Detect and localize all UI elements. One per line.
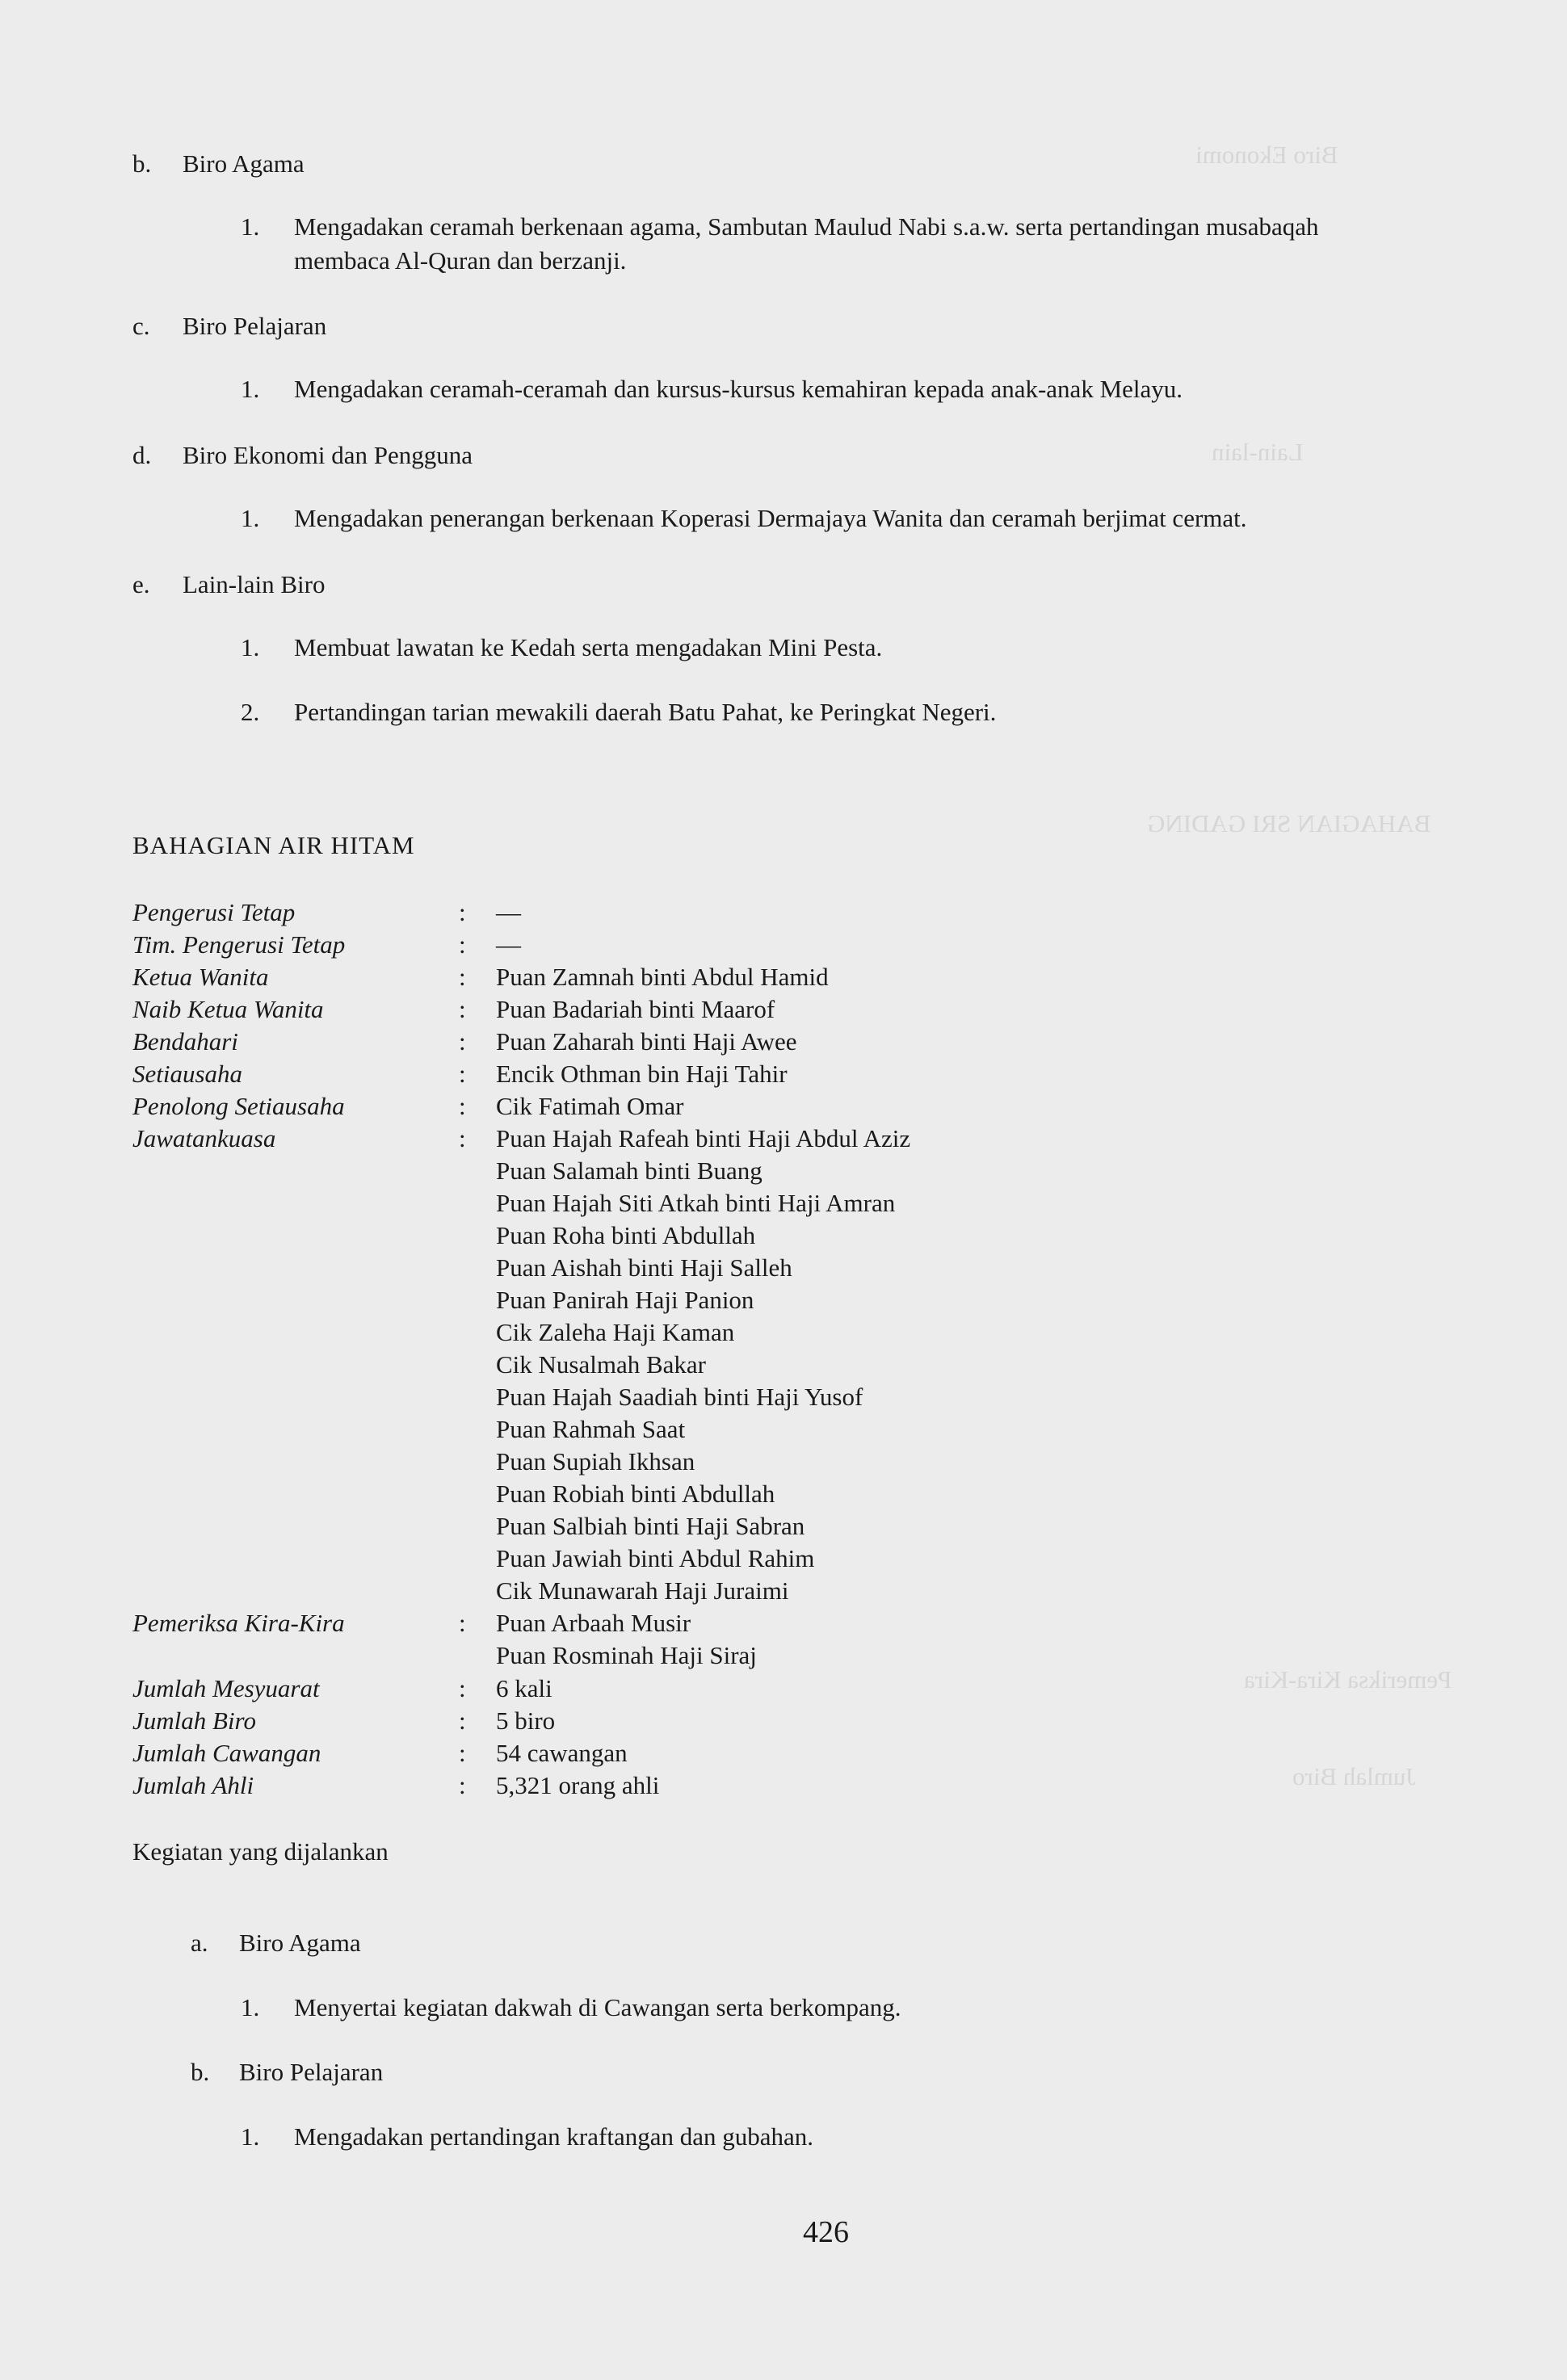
- committee-member: Puan Panirah Haji Panion: [496, 1286, 754, 1314]
- section-c-item-1-num: 1.: [241, 375, 260, 403]
- committee-member: Puan Aishah binti Haji Salleh: [496, 1253, 792, 1282]
- section-e-title: Lain-lain Biro: [183, 570, 326, 598]
- officer-label: Setiausaha: [132, 1060, 243, 1088]
- stat-value: 54 cawangan: [496, 1739, 628, 1767]
- officer-value: Puan Zamnah binti Abdul Hamid: [496, 963, 829, 991]
- stat-colon: :: [459, 1706, 466, 1735]
- officer-label: Penolong Setiausaha: [132, 1092, 345, 1120]
- officer-label: Tim. Pengerusi Tetap: [132, 930, 346, 959]
- officer-colon: :: [459, 898, 466, 926]
- stat-colon: :: [459, 1739, 466, 1767]
- activity-b-item-1-text: Mengadakan pertandingan kraftangan dan gubahan.: [294, 2122, 813, 2151]
- section-b-letter: b.: [132, 149, 152, 178]
- section-e-item-1-num: 1.: [241, 633, 260, 661]
- stat-colon: :: [459, 1674, 466, 1702]
- committee-member: Puan Salamah binti Buang: [496, 1156, 762, 1185]
- officer-colon: :: [459, 1092, 466, 1120]
- section-d-item-1-text: Mengadakan penerangan berkenaan Koperasi Dermajaya Wanita dan ceramah berjimat cermat.: [294, 504, 1247, 532]
- auditor-label: Pemeriksa Kira-Kira: [132, 1609, 345, 1637]
- committee-member: Puan Hajah Saadiah binti Haji Yusof: [496, 1383, 863, 1411]
- section-c-title: Biro Pelajaran: [183, 312, 327, 340]
- activity-a-title: Biro Agama: [239, 1929, 361, 1957]
- officer-label: Naib Ketua Wanita: [132, 995, 324, 1023]
- activity-a-letter: a.: [191, 1929, 208, 1957]
- section-b-title: Biro Agama: [183, 149, 305, 178]
- activity-b-item-1-num: 1.: [241, 2122, 260, 2151]
- officer-value: Cik Fatimah Omar: [496, 1092, 684, 1120]
- officer-value: Encik Othman bin Haji Tahir: [496, 1060, 788, 1088]
- activity-b-letter: b.: [191, 2058, 210, 2086]
- officer-value: —: [496, 898, 521, 926]
- section-c-item-1-text: Mengadakan ceramah-ceramah dan kursus-kursus kemahiran kepada anak-anak Melayu.: [294, 375, 1183, 403]
- auditor-name: Puan Arbaah Musir: [496, 1609, 691, 1637]
- section-c-letter: c.: [132, 312, 150, 340]
- section-e-letter: e.: [132, 570, 150, 598]
- stat-label: Jumlah Mesyuarat: [132, 1674, 320, 1702]
- activity-a-item-1-num: 1.: [241, 1993, 260, 2021]
- committee-member: Puan Supiah Ikhsan: [496, 1447, 695, 1475]
- section-e-item-1-text: Membuat lawatan ke Kedah serta mengadakan Mini Pesta.: [294, 633, 883, 661]
- page-number: 426: [803, 2215, 849, 2249]
- section-d-title: Biro Ekonomi dan Pengguna: [183, 441, 473, 469]
- officer-colon: :: [459, 1027, 466, 1056]
- section-d-item-1-num: 1.: [241, 504, 260, 532]
- document-page: Biro Ekonomi Lain-lain BAHAGIAN SRI GADING Pemeriksa Kira-Kira Jumlah Biro b. Biro Agama 1. Mengadakan ceramah berkenaan agama, Sambutan Maulud Nabi s.a.w. serta pertandingan musabaqah membaca Al-Quran dan berzanji. c. Biro Pelajaran 1. Mengadakan ceramah-ceramah dan kursus-kursus kemahiran kepada anak-anak Melayu. d. Biro Ekonomi dan Pengguna 1. Mengadakan penerangan berkenaan Koperasi Dermajaya Wanita dan ceramah berjimat cermat. e. Lain-lain Biro 1. Membuat lawatan ke Kedah serta mengadakan Mini Pesta. 2. Pertandingan tarian mewakili daerah Batu Pahat, ke Peringkat Negeri. BAHAGIAN AIR HITAM Pengerusi Tetap : — Tim. Pengerusi Tetap : — Ketua Wanita : Puan Zamnah binti Abdul Hamid Naib Ketua Wanita : Puan Badariah binti Maarof Bendahari : Puan Zaharah binti Haji Awee Setiausaha : Encik Othman bin Haji Tahir Penolong Setiausaha : Cik Fatimah Omar Jawatankuasa : Puan Hajah Rafeah binti Haji Abdul Aziz Puan Salamah binti Buang Puan Hajah Siti Atkah binti Haji Amran Puan Roha binti Abdullah Puan Aishah binti Haji Salleh Puan Panirah Haji Panion Cik Zaleha Haji Kaman Cik Nusalmah Bakar Puan Hajah Saadiah binti Haji Yusof Puan Rahmah Saat Puan Supiah Ikhsan Puan Robiah binti Abdullah Puan Salbiah binti Haji Sabran Puan Jawiah binti Abdul Rahim Cik Munawarah Haji Juraimi Pemeriksa Kira-Kira : Puan Arbaah Musir Puan Rosminah Haji Siraj Jumlah Mesyuarat : 6 kali Jumlah Biro : 5 biro Jumlah Cawangan : 54 cawangan Jumlah Ahli : 5,321 orang ahli Kegiatan yang dijalankan a. Biro Agama 1. Menyertai kegiatan dakwah di Cawangan serta berkompang. b. Biro Pelajaran 1. Mengadakan pertandingan kraftangan dan gubahan. 426: [132, 141, 1452, 2249]
- stat-value: 5 biro: [496, 1706, 556, 1735]
- committee-colon: :: [459, 1124, 466, 1152]
- officer-colon: :: [459, 963, 466, 991]
- officer-colon: :: [459, 930, 466, 959]
- section-b-item-1-text: Mengadakan ceramah berkenaan agama, Sambutan Maulud Nabi s.a.w. serta pertandingan musabaqah: [294, 212, 1319, 241]
- committee-member: Puan Hajah Rafeah binti Haji Abdul Aziz: [496, 1124, 911, 1152]
- stat-label: Jumlah Biro: [132, 1706, 256, 1735]
- section-e-item-2-text: Pertandingan tarian mewakili daerah Batu Pahat, ke Peringkat Negeri.: [294, 698, 997, 726]
- committee-member: Puan Hajah Siti Atkah binti Haji Amran: [496, 1189, 896, 1217]
- activities-title: Kegiatan yang dijalankan: [132, 1837, 389, 1866]
- committee-label: Jawatankuasa: [132, 1124, 276, 1152]
- committee-member: Puan Jawiah binti Abdul Rahim: [496, 1544, 815, 1572]
- stat-value: 6 kali: [496, 1674, 552, 1702]
- committee-member: Puan Robiah binti Abdullah: [496, 1480, 775, 1508]
- officer-label: Ketua Wanita: [132, 963, 269, 991]
- officer-colon: :: [459, 1060, 466, 1088]
- officer-label: Pengerusi Tetap: [132, 898, 296, 926]
- section-title: BAHAGIAN AIR HITAM: [132, 831, 415, 859]
- stat-value: 5,321 orang ahli: [496, 1771, 660, 1799]
- officer-value: Puan Zaharah binti Haji Awee: [496, 1027, 797, 1056]
- stat-colon: :: [459, 1771, 466, 1799]
- stat-label: Jumlah Cawangan: [132, 1739, 321, 1767]
- committee-member: Cik Zaleha Haji Kaman: [496, 1318, 735, 1346]
- officer-value: Puan Badariah binti Maarof: [496, 995, 775, 1023]
- officer-label: Bendahari: [132, 1027, 238, 1056]
- section-b-item-1-num: 1.: [241, 212, 260, 241]
- auditor-colon: :: [459, 1609, 466, 1637]
- activity-b-title: Biro Pelajaran: [239, 2058, 384, 2086]
- committee-member: Puan Salbiah binti Haji Sabran: [496, 1512, 805, 1540]
- committee-member: Puan Roha binti Abdullah: [496, 1221, 756, 1249]
- stat-label: Jumlah Ahli: [132, 1771, 254, 1799]
- committee-member: Puan Rahmah Saat: [496, 1415, 686, 1443]
- auditor-name: Puan Rosminah Haji Siraj: [496, 1641, 757, 1669]
- activity-a-item-1-text: Menyertai kegiatan dakwah di Cawangan serta berkompang.: [294, 1993, 901, 2021]
- section-e-item-2-num: 2.: [241, 698, 260, 726]
- officer-colon: :: [459, 995, 466, 1023]
- officer-value: —: [496, 930, 521, 959]
- section-d-letter: d.: [132, 441, 152, 469]
- committee-member: Cik Munawarah Haji Juraimi: [496, 1576, 789, 1605]
- committee-member: Cik Nusalmah Bakar: [496, 1350, 707, 1379]
- section-b-item-1-text-cont: membaca Al-Quran dan berzanji.: [294, 246, 627, 275]
